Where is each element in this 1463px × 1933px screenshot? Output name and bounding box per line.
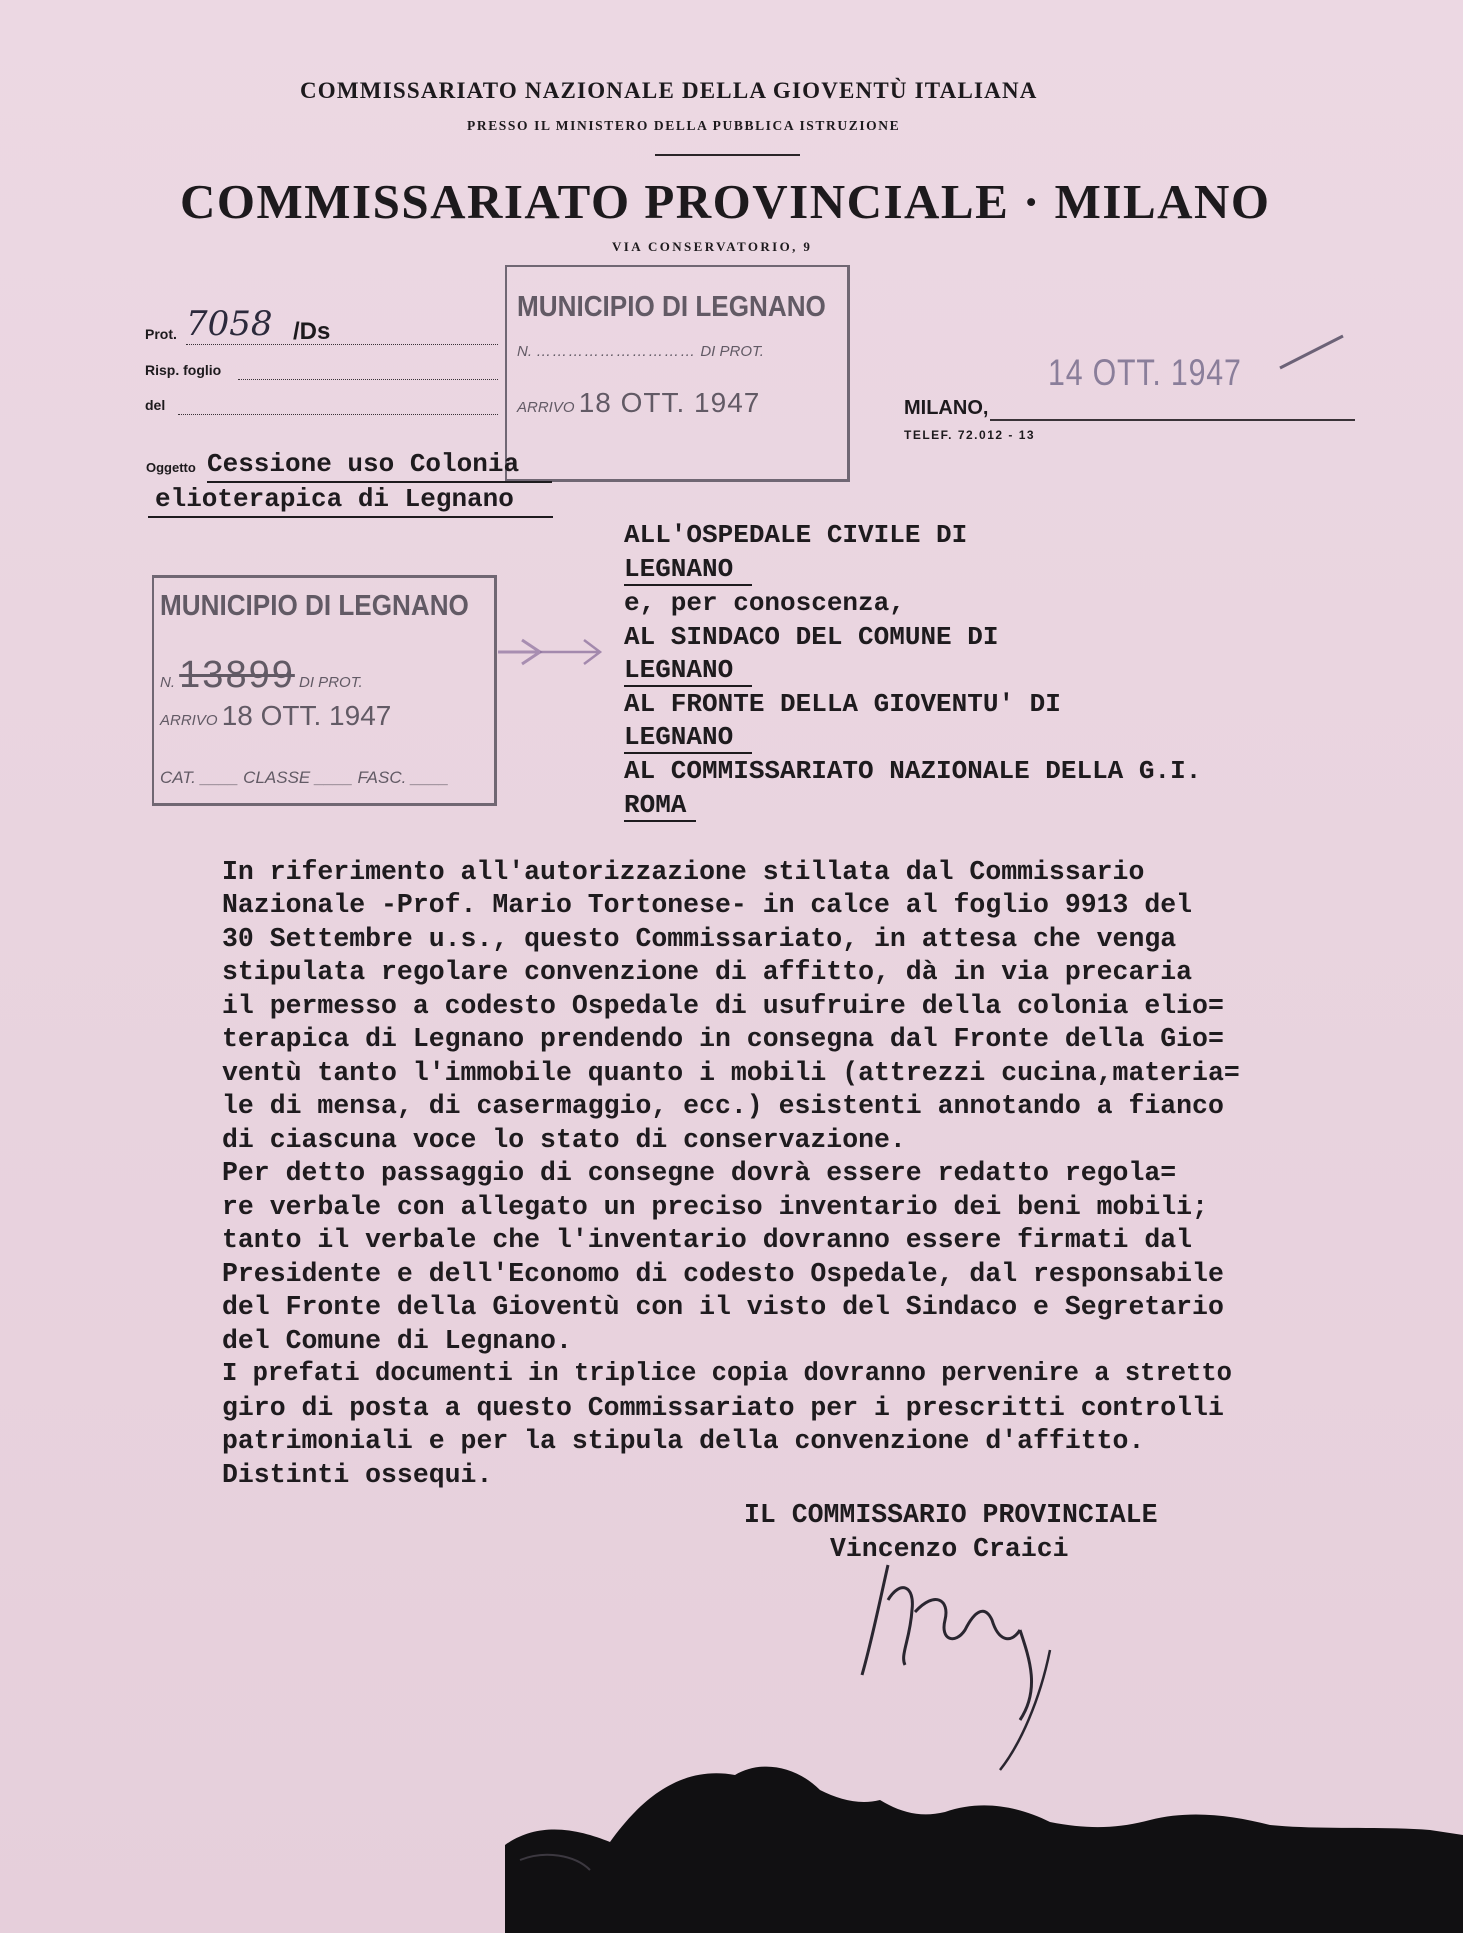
date-line [990,419,1355,421]
recipient-line: e, per conoscenza, [624,588,905,618]
recipient-line: LEGNANO [624,655,734,685]
letterhead-address: VIA CONSERVATORIO, 9 [612,239,813,254]
body-line: 30 Settembre u.s., questo Commissariato, in attesa che venga [222,924,1177,954]
letterhead-line2: PRESSO IL MINISTERO DELLA PUBBLICA ISTRUZIONE [467,118,901,133]
recipient-line: LEGNANO [624,722,734,752]
subject-underline2 [148,516,553,518]
municipio-stamp-left: MUNICIPIO DI LEGNANO N. 13899 DI PROT. ARRIVO 18 OTT. 1947 CAT. ____ CLASSE ____ FASC. ____ [152,575,497,806]
risp-label: Risp. foglio [145,362,222,378]
recipient-line: ROMA [624,790,687,820]
recipient-underline [624,752,752,754]
risp-line [238,379,498,380]
body-line: di ciascuna voce lo stato di conservazione. [222,1125,906,1155]
prot-suffix: /Ds [293,318,331,345]
signature-title: IL COMMISSARIO PROVINCIALE [744,1500,1158,1530]
del-label: del [145,397,166,413]
body-line: del Fronte della Gioventù con il visto del Sindaco e Segretario [222,1292,1224,1322]
body-line: In riferimento all'autorizzazione stillata dal Commissario [222,857,1145,887]
recipient-underline [624,820,696,822]
body-line: il permesso a codesto Ospedale di usufruire della colonia elio= [222,991,1224,1021]
recipient-line: AL SINDACO DEL COMUNE DI [624,622,999,652]
prot-line [186,344,498,345]
subject-label: Oggetto [146,460,196,475]
signature-name: Vincenzo Craici [830,1534,1069,1564]
body-line: Per detto passaggio di consegne dovrà essere redatto regola= [222,1158,1177,1188]
body-line: tanto il verbale che l'inventario dovranno essere firmati dal [222,1225,1193,1255]
recipient-line: AL FRONTE DELLA GIOVENTU' DI [624,689,1061,719]
body-line: re verbale con allegato un preciso inventario dei beni mobili; [222,1192,1208,1222]
body-line: patrimoniali e per la stipula della convenzione d'affitto. [222,1426,1145,1456]
subject-line2: elioterapica di Legnano [155,484,514,514]
body-line: stipulata regolare convenzione di affitto, dà in via precaria [222,957,1193,987]
recipient-underline [624,584,752,586]
body-line: giro di posta a questo Commissariato per i prescritti controlli [222,1393,1224,1423]
phone-number: TELEF. 72.012 - 13 [904,428,1036,442]
letterhead-line1: COMMISSARIATO NAZIONALE DELLA GIOVENTÙ ITALIANA [300,78,1038,103]
subject-underline1 [207,481,552,483]
body-line: le di mensa, di casermaggio, ecc.) esistenti annotando a fianco [222,1091,1224,1121]
recipient-line: AL COMMISSARIATO NAZIONALE DELLA G.I. [624,756,1202,786]
body-line: Distinti ossequi. [222,1460,493,1490]
body-line: ventù tanto l'immobile quanto i mobili (attrezzi cucina,materia= [222,1058,1240,1088]
prot-value: 7058 [186,304,273,344]
body-line: del Comune di Legnano. [222,1326,572,1356]
body-line: Nazionale -Prof. Mario Tortonese- in calce al foglio 9913 del [222,890,1193,920]
municipio-stamp-top: MUNICIPIO DI LEGNANO N. ………………………… DI PROT. ARRIVO 18 OTT. 1947 [505,265,850,482]
recipient-line: ALL'OSPEDALE CIVILE DI [624,520,968,550]
date-stamp: 14 OTT. 1947 [1048,352,1242,393]
city-label: MILANO, [904,397,989,419]
recipient-underline [624,685,752,687]
prot-label: Prot. [145,326,177,342]
letterhead-divider [655,154,800,156]
body-line: terapica di Legnano prendendo in consegna dal Fronte della Gio= [222,1024,1224,1054]
letterhead-office: COMMISSARIATO PROVINCIALE · MILANO [180,174,1271,229]
body-line: I prefati documenti in triplice copia dovranno pervenire a stretto [222,1359,1232,1388]
del-line [178,414,498,415]
subject-line1: Cessione uso Colonia [207,449,520,479]
body-line: Presidente e dell'Economo di codesto Ospedale, dal responsabile [222,1259,1224,1289]
recipient-line: LEGNANO [624,554,734,584]
